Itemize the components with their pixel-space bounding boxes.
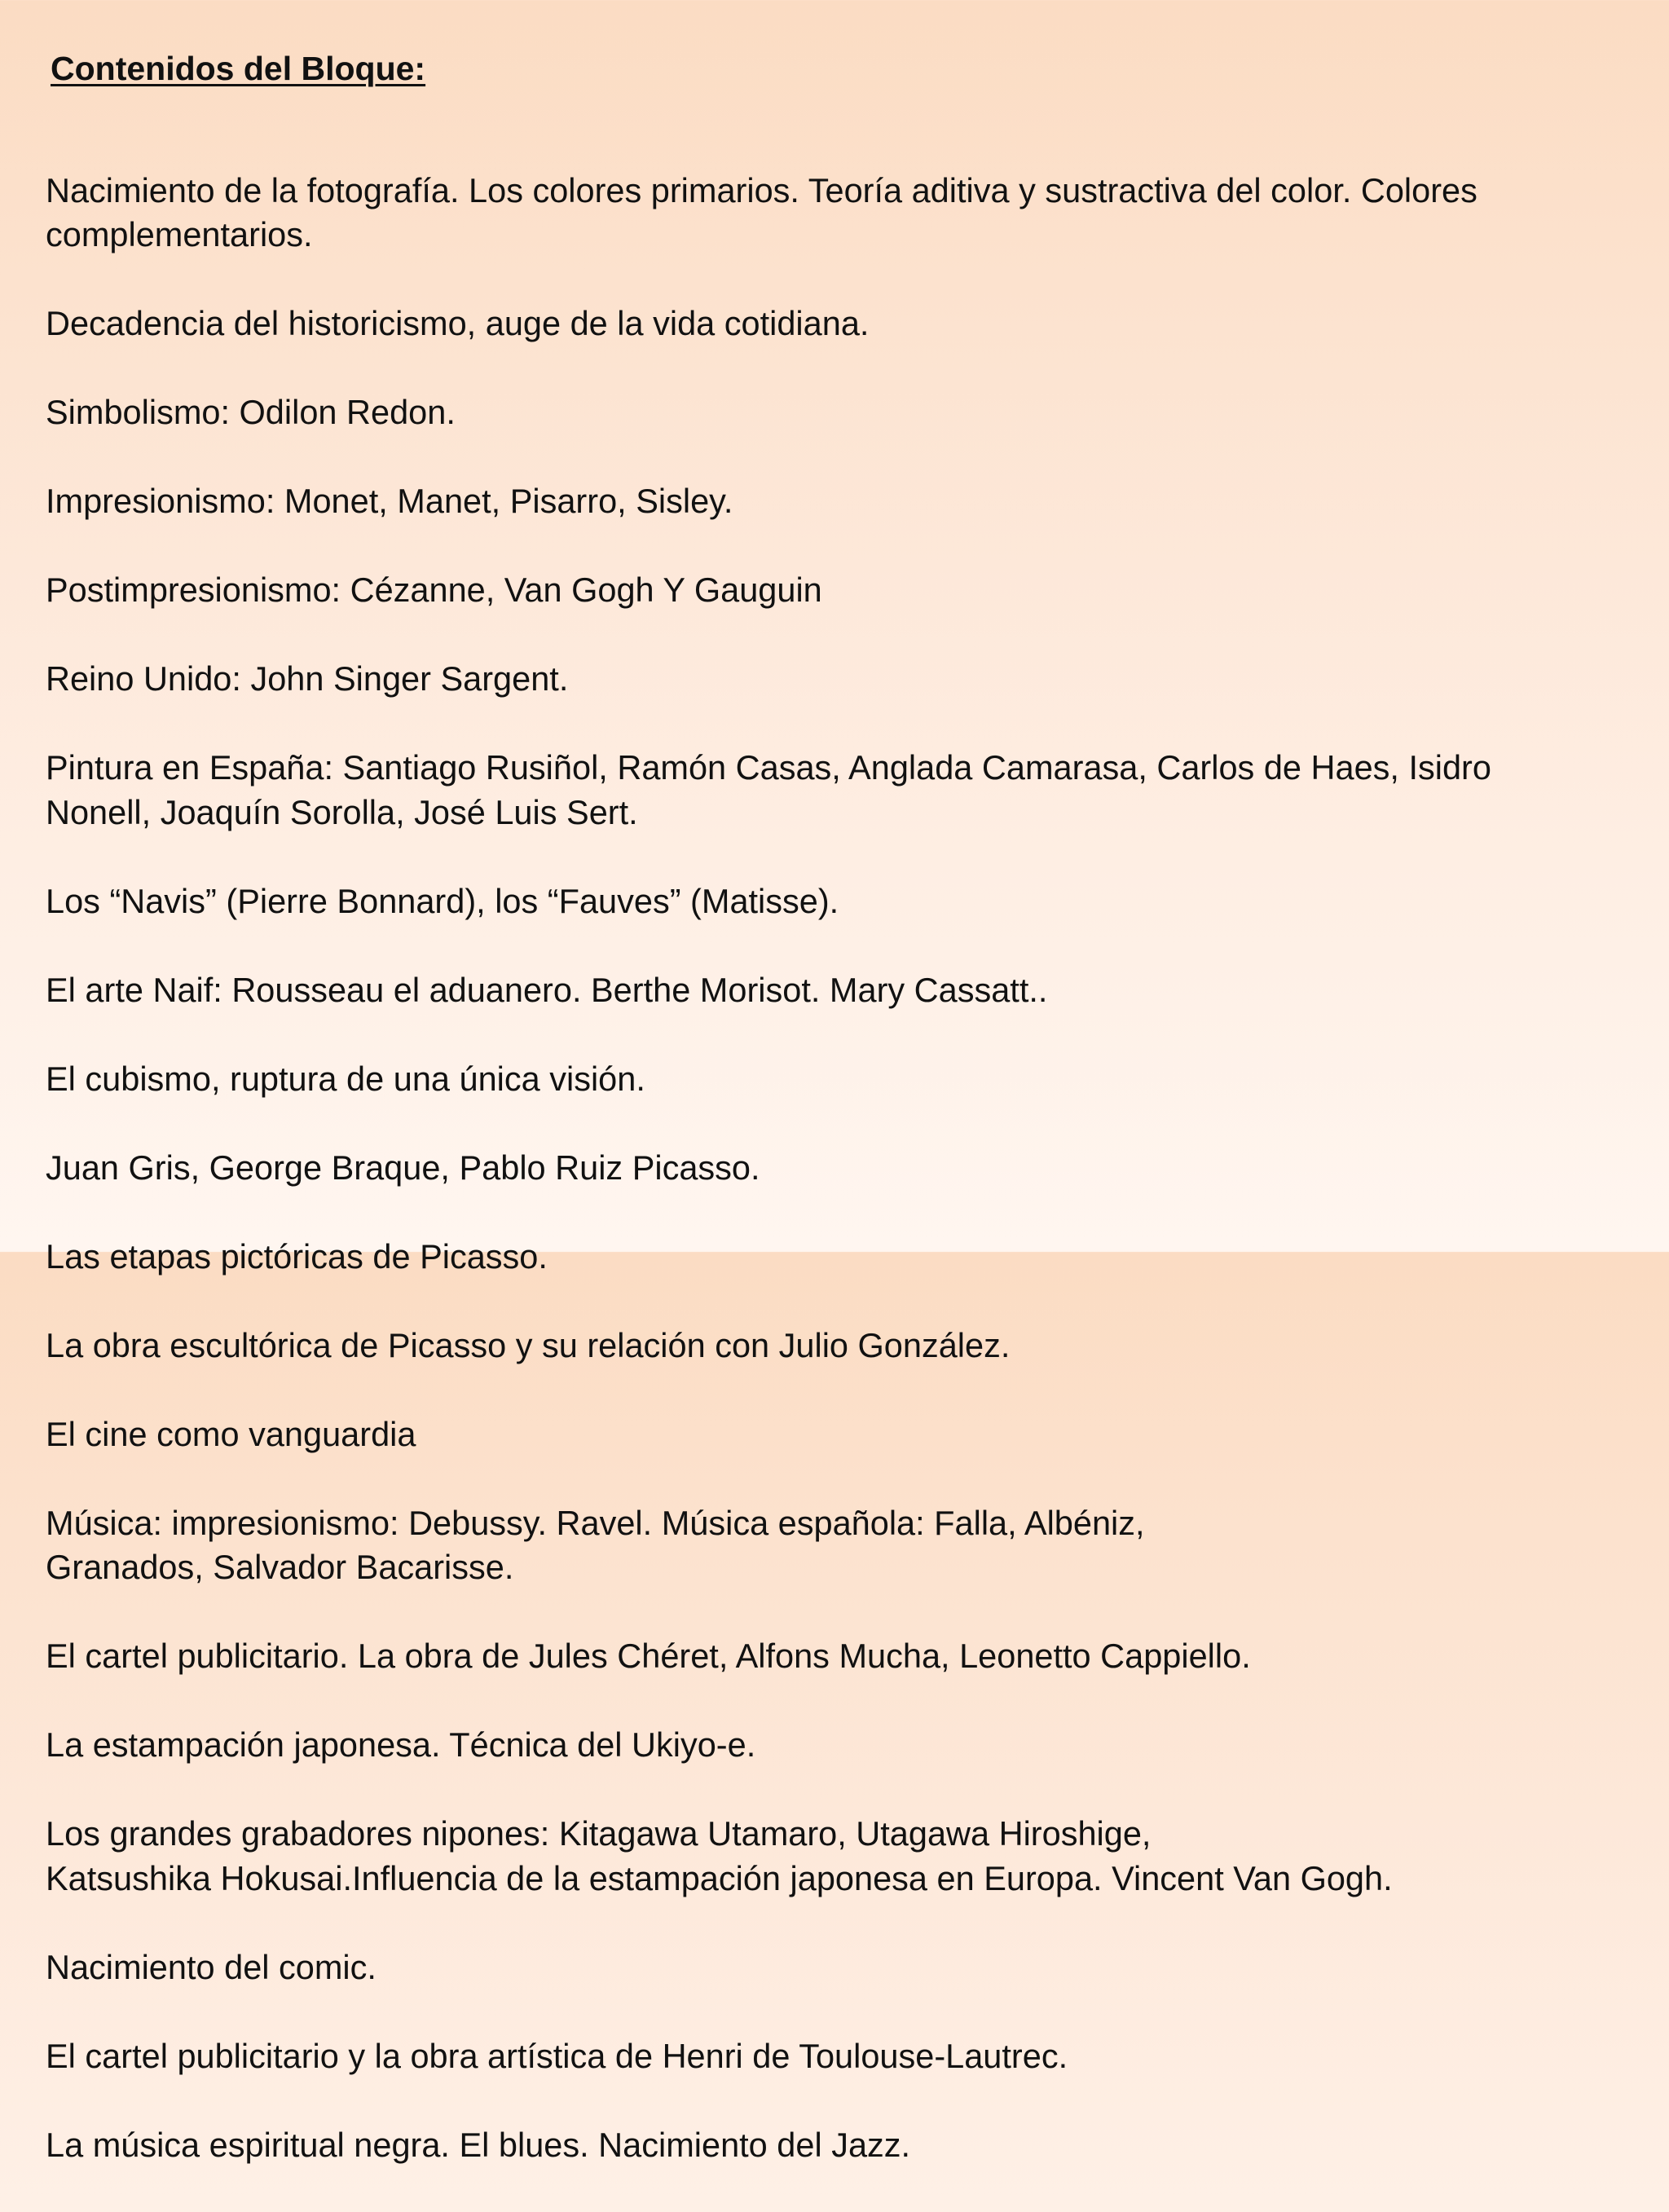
content-line: El cartel publicitario y la obra artística de Henri de Toulouse-Lautrec. — [46, 2036, 1068, 2075]
content-line: Impresionismo: Monet, Manet, Pisarro, Sisley. — [46, 482, 733, 520]
content-line: Reino Unido: John Singer Sargent. — [46, 659, 569, 698]
content-line: La música espiritual negra. El blues. Nacimiento del Jazz. — [46, 2125, 911, 2164]
content-line: Nacimiento de la fotografía. Los colores primarios. Teoría aditiva y sustractiva del color. Colores complementarios. — [46, 170, 1477, 253]
content-line: El cartel publicitario. La obra de Jules Chéret, Alfons Mucha, Leonetto Cappiello. — [46, 1637, 1251, 1675]
content-line: Los “Navis” (Pierre Bonnard), los “Fauves” (Matisse). — [46, 881, 839, 920]
content-line: La obra escultórica de Picasso y su relación con Julio González. — [46, 1325, 1011, 1364]
content-line: La estampación japonesa. Técnica del Ukiyo-e. — [46, 1725, 756, 1764]
content-line: Simbolismo: Odilon Redon. — [46, 393, 456, 431]
content-line: Música: impresionismo: Debussy. Ravel. Música española: Falla, Albéniz, Granados, Salvador Bacarisse. — [46, 1503, 1145, 1586]
content-line: El cine como vanguardia — [46, 1414, 416, 1453]
content-line: Nacimiento del comic. — [46, 1947, 377, 1986]
content-line: El cubismo, ruptura de una única visión. — [46, 1059, 645, 1098]
content-line: Las etapas pictóricas de Picasso. — [46, 1236, 548, 1276]
content-line: Juan Gris, George Braque, Pablo Ruiz Picasso. — [46, 1148, 760, 1187]
content-line: El arte Naif: Rousseau el aduanero. Berthe Morisot. Mary Cassatt.. — [46, 970, 1048, 1009]
content-line: Los grandes grabadores nipones: Kitagawa Utamaro, Utagawa Hiroshige, Katsushika Hokusai.Influencia de la estampación japonesa en Europa. Vincent Van Gogh. — [46, 1814, 1393, 1897]
content-line: Pintura en España: Santiago Rusiñol, Ramón Casas, Anglada Camarasa, Carlos de Haes, Isidro Nonell, Joaquín Sorolla, José Luis Sert. — [46, 748, 1491, 831]
contents-list — [46, 124, 1643, 2212]
block-contents-heading: Contenidos del Bloque: — [51, 50, 426, 87]
content-line: Decadencia del historicismo, auge de la vida cotidiana. — [46, 304, 870, 342]
content-line: Postimpresionismo: Cézanne, Van Gogh Y Gauguin — [46, 571, 822, 609]
